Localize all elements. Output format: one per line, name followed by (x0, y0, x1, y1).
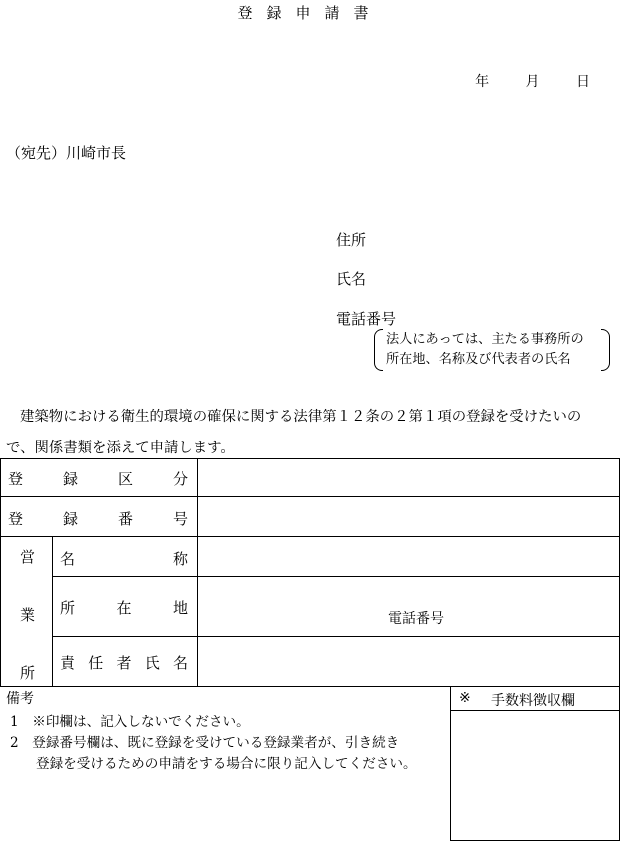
fee-collection-box (450, 686, 620, 841)
label-registration-number: 登 録 番 号 (8, 510, 188, 528)
label-office-2: 業 (20, 606, 36, 624)
label-office-1: 営 (20, 548, 36, 566)
fee-mark: ※ (459, 690, 471, 706)
document-title: 登録申請書 (237, 4, 383, 22)
corporate-note (374, 329, 610, 371)
fee-label: 手数料徴収欄 (491, 693, 575, 709)
applicant-address-label: 住所 (336, 231, 367, 249)
field-office-name[interactable] (198, 537, 618, 576)
bracket-left (374, 329, 383, 371)
label-office-location: 所 在 地 (60, 599, 188, 617)
corporate-note-line-2: 所在地、名称及び代表者の氏名 (386, 352, 571, 367)
statement-line-2: で、関係書類を添えて申請します。 (6, 440, 235, 456)
date-day: 日 (576, 74, 590, 90)
office-phone-label: 電話番号 (388, 611, 444, 627)
application-statement (6, 402, 618, 464)
addressee: （宛先）川崎市長 (6, 144, 127, 162)
label-office-name: 名 称 (60, 550, 188, 568)
remark-item-1: 1 ※印欄は、記入しないでください。 (10, 714, 250, 730)
application-form-table (0, 458, 620, 686)
corporate-note-line-1: 法人にあっては、主たる事務所の (386, 332, 584, 347)
date-line (443, 71, 590, 91)
applicant-name-label: 氏名 (336, 270, 367, 288)
remarks-title: 備考 (6, 691, 34, 707)
fee-collection-header (451, 686, 619, 711)
field-registration-number[interactable] (198, 497, 618, 536)
remark-item-2: 2 登録番号欄は、既に登録を受けている登録業者が、引き続き (10, 735, 400, 751)
label-registration-category: 登 録 区 分 (8, 470, 188, 488)
field-registration-category[interactable] (198, 459, 618, 496)
statement-line-1: 建築物における衛生的環境の確保に関する法律第１２条の２第１項の登録を受けたいの (20, 409, 582, 425)
bracket-right (601, 329, 610, 371)
label-office-3: 所 (20, 664, 36, 682)
date-month: 月 (525, 74, 540, 90)
remark-item-2-continued: 登録を受けるための申請をする場合に限り記入してください。 (36, 756, 417, 772)
label-office-manager: 責 任 者 氏 名 (60, 654, 188, 672)
field-office-manager[interactable] (198, 637, 618, 686)
applicant-phone-label: 電話番号 (336, 310, 397, 328)
date-year: 年 (475, 74, 490, 90)
